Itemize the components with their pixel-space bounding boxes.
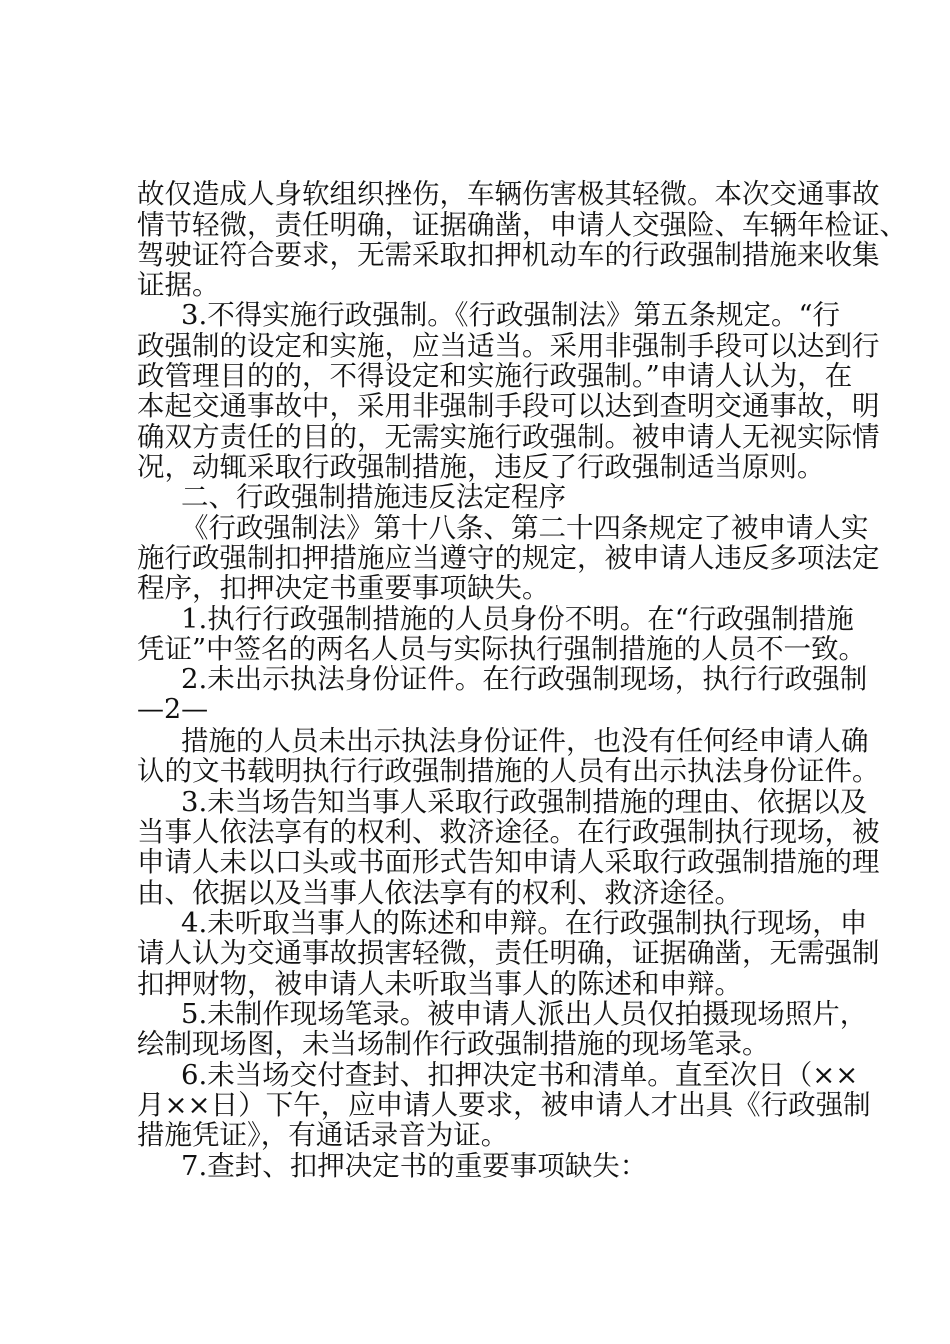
text-line: 绘制现场图，未当场制作行政强制措施的现场笔录。 bbox=[137, 1028, 770, 1060]
page-number: —2— bbox=[137, 694, 209, 725]
text-line: 确双方责任的目的，无需实施行政强制。被申请人无视实际情 bbox=[137, 421, 880, 453]
text-line: 驾驶证符合要求，无需采取扣押机动车的行政强制措施来收集 bbox=[137, 239, 880, 271]
text-line: 3.不得实施行政强制。《行政强制法》第五条规定。“行 bbox=[181, 299, 841, 331]
text-line: 1.执行行政强制措施的人员身份不明。在“行政强制措施 bbox=[181, 603, 854, 635]
text-line: 措施的人员未出示执法身份证件，也没有任何经申请人确 bbox=[181, 725, 869, 757]
text-line: 4.未听取当事人的陈述和申辩。在行政强制执行现场，申 bbox=[181, 907, 868, 939]
text-line: 扣押财物，被申请人未听取当事人的陈述和申辩。 bbox=[137, 968, 742, 1000]
text-line: 施行政强制扣押措施应当遵守的规定，被申请人违反多项法定 bbox=[137, 542, 880, 574]
text-line: 2.未出示执法身份证件。在行政强制现场，执行行政强制 bbox=[181, 663, 868, 695]
text-line: 措施凭证》，有通话录音为证。 bbox=[137, 1119, 509, 1151]
text-line: 6.未当场交付查封、扣押决定书和清单。直至次日（×× bbox=[181, 1059, 859, 1091]
text-line: 当事人依法享有的权利、救济途径。在行政强制执行现场，被 bbox=[137, 816, 880, 848]
text-line: 认的文书载明执行行政强制措施的人员有出示执法身份证件。 bbox=[137, 755, 880, 787]
text-line: 政管理目的的，不得设定和实施行政强制。”申请人认为，在 bbox=[137, 360, 853, 392]
text-line: 《行政强制法》第十八条、第二十四条规定了被申请人实 bbox=[181, 512, 869, 544]
text-line: 月××日）下午，应申请人要求，被申请人才出具《行政强制 bbox=[137, 1089, 871, 1121]
text-line: 故仅造成人身软组织挫伤，车辆伤害极其轻微。本次交通事故 bbox=[137, 178, 880, 210]
text-line: 请人认为交通事故损害轻微，责任明确，证据确凿，无需强制 bbox=[137, 937, 880, 969]
text-line: 程序，扣押决定书重要事项缺失。 bbox=[137, 572, 550, 604]
text-line: 情节轻微，责任明确，证据确凿，申请人交强险、车辆年检证、 bbox=[137, 209, 907, 241]
text-line: 由、依据以及当事人依法享有的权利、救济途径。 bbox=[137, 877, 742, 909]
text-line: 申请人未以口头或书面形式告知申请人采取行政强制措施的理 bbox=[137, 846, 880, 878]
text-line: 7.查封、扣押决定书的重要事项缺失： bbox=[181, 1150, 648, 1182]
text-line: 5.未制作现场笔录。被申请人派出人员仅拍摄现场照片， bbox=[181, 998, 868, 1030]
text-line: 政强制的设定和实施，应当适当。采用非强制手段可以达到行 bbox=[137, 330, 880, 362]
text-line: 本起交通事故中，采用非强制手段可以达到查明交通事故，明 bbox=[137, 390, 880, 422]
text-line: 凭证”中签名的两名人员与实际执行强制措施的人员不一致。 bbox=[137, 633, 867, 665]
text-line: 3.未当场告知当事人采取行政强制措施的理由、依据以及 bbox=[181, 786, 868, 818]
text-line: 证据。 bbox=[137, 269, 220, 301]
section-heading: 二、行政强制措施违反法定程序 bbox=[181, 481, 566, 513]
text-line: 况，动辄采取行政强制措施，违反了行政强制适当原则。 bbox=[137, 451, 825, 483]
